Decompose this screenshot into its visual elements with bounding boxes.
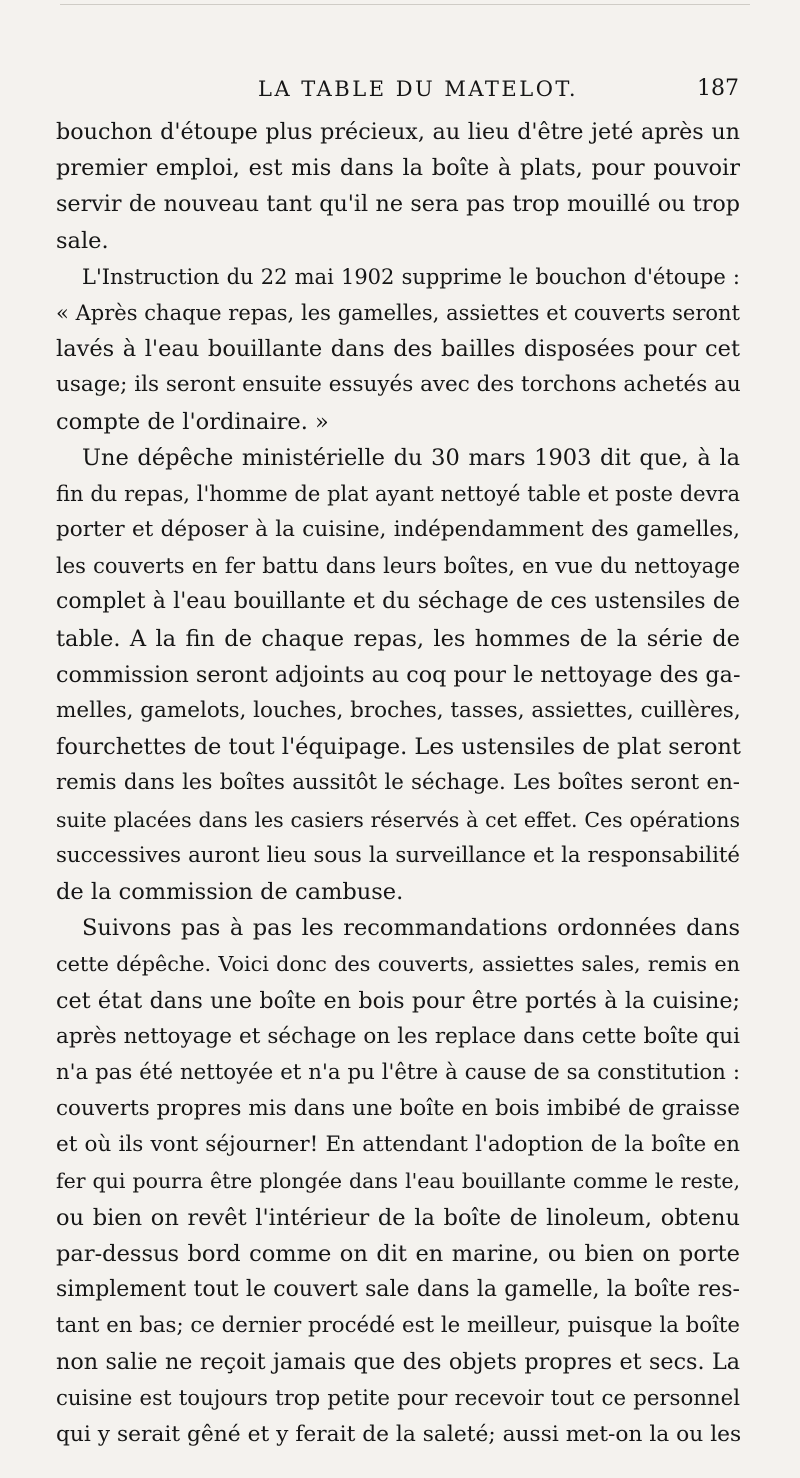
text-line: fer qui pourra être plongée dans l'eau bouillante comme le reste, [56,1169,740,1194]
text-line: servir de nouveau tant qu'il ne sera pas trop mouillé ou trop [56,191,740,218]
text-line: et où ils vont séjourner! En attendant l'adoption de la boîte en [56,1132,740,1158]
text-line: couverts propres mis dans une boîte en bois imbibé de graisse [56,1096,740,1122]
text-line: premier emploi, est mis dans la boîte à plats, pour pouvoir [56,155,740,182]
page-top-edge [60,4,750,5]
text-line: après nettoyage et séchage on les replace dans cette boîte qui [56,1023,740,1049]
text-line: fin du repas, l'homme de plat ayant nettoyé table et poste devra [56,481,740,506]
text-line: fourchettes de tout l'équipage. Les ustensiles de plat seront [56,734,741,761]
text-line: lavés à l'eau bouillante dans des bailles disposées pour cet [56,336,740,363]
text-line: sale. [56,227,109,254]
text-line: remis dans les boîtes aussitôt le séchage. Les boîtes seront en- [56,770,740,796]
text-line: « Après chaque repas, les gamelles, assiettes et couverts seront [56,300,740,325]
text-line: commission seront adjoints au coq pour le nettoyage des ga- [56,661,741,688]
text-line: simplement tout le couvert sale dans la gamelle, la boîte res- [56,1277,740,1302]
text-line: cette dépêche. Voici donc des couverts, assiettes sales, remis en [56,952,740,977]
body-text [56,114,740,1453]
text-line: Une dépêche ministérielle du 30 mars 1903 dit que, à la [82,444,740,471]
text-line: melles, gamelots, louches, broches, tasses, assiettes, cuillères, [56,698,741,723]
text-line: cet état dans une boîte en bois pour être portés à la cuisine; [56,987,740,1014]
text-line: L'Instruction du 22 mai 1902 supprime le bouchon d'étoupe : [82,264,740,289]
text-line: cuisine est toujours trop petite pour recevoir tout ce personnel [56,1385,740,1411]
running-title: LA TABLE DU MATELOT. [258,77,579,101]
text-line: non salie ne reçoit jamais que des objets propres et secs. La [56,1349,740,1376]
text-line: compte de l'ordinaire. » [56,408,329,435]
text-line: bouchon d'étoupe plus précieux, au lieu d'être jeté après un [56,119,740,145]
text-line: les couverts en fer battu dans leurs boîtes, en vue du nettoyage [56,554,740,579]
text-line: usage; ils seront ensuite essuyés avec des torchons achetés au [56,372,741,398]
text-line: suite placées dans les casiers réservés à cet effet. Ces opérations [56,807,740,832]
text-line: qui y serait gêné et y ferait de la saleté; aussi met-on la ou les [56,1421,742,1447]
text-line: ou bien on revêt l'intérieur de la boîte de linoleum, obtenu [56,1204,740,1231]
text-line: successives auront lieu sous la surveillance et la responsabilité [56,842,740,868]
text-line: table. A la fin de chaque repas, les hommes de la série de [56,625,740,652]
text-line: complet à l'eau bouillante et du séchage de ces ustensiles de [56,589,740,615]
text-line: Suivons pas à pas les recommandations ordonnées dans [82,915,740,942]
page-header [258,74,739,104]
text-line: tant en bas; ce dernier procédé est le meilleur, puisque la boîte [56,1313,740,1339]
page-number: 187 [697,76,739,101]
text-line: par-dessus bord comme on dit en marine, ou bien on porte [56,1240,740,1267]
text-line: porter et déposer à la cuisine, indépendamment des gamelles, [56,517,740,543]
text-line: de la commission de cambuse. [56,878,404,905]
text-line: n'a pas été nettoyée et n'a pu l'être à cause de sa constitution : [56,1059,740,1085]
